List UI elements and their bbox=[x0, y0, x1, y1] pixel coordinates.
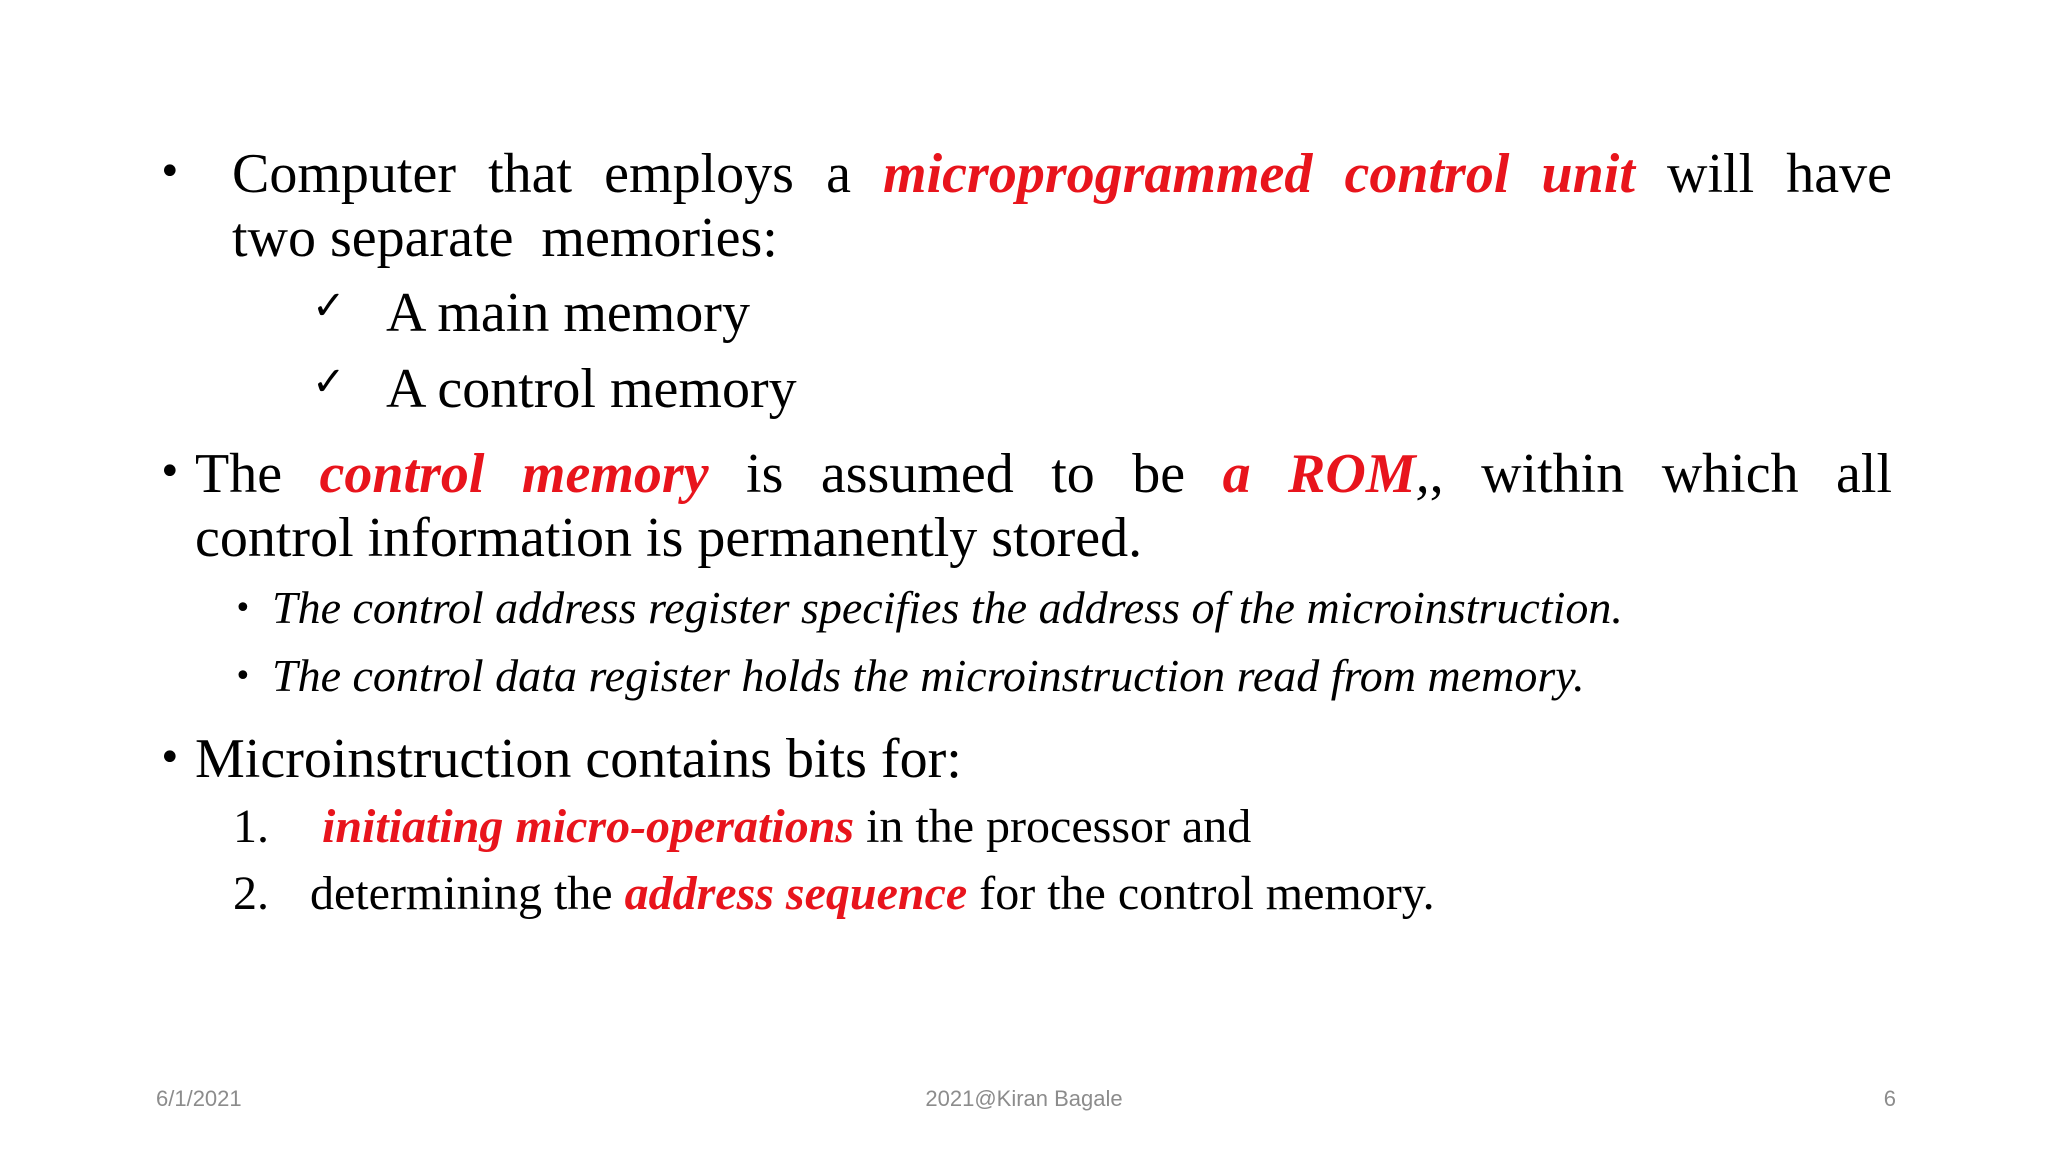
bullet-2-text-a: The bbox=[195, 443, 320, 505]
bullet-3-line-1: Microinstruction contains bits for: bbox=[195, 728, 962, 790]
bullet-1-line-1 bbox=[232, 143, 1893, 205]
bullet-2-highlight-2: a ROM bbox=[1222, 443, 1416, 505]
sub-bullet-data-register: The control data register holds the microinstruction read from memory. bbox=[272, 650, 1585, 701]
numbered-item-2-highlight: address sequence bbox=[624, 867, 968, 920]
sub-bullet-icon: • bbox=[234, 659, 252, 694]
footer-date: 6/1/2021 bbox=[156, 1086, 242, 1111]
bullet-icon: • bbox=[158, 735, 182, 781]
check-icon: ✓ bbox=[312, 283, 346, 329]
numbered-item-2-text-b: for the control memory. bbox=[967, 867, 1435, 920]
bullet-1-text-b: will have bbox=[1634, 143, 1893, 205]
bullet-2-line-1 bbox=[195, 443, 1893, 505]
numbered-item-2-number: 2. bbox=[233, 867, 269, 920]
bullet-2-text-b: is assumed to be bbox=[708, 443, 1223, 505]
numbered-item-1-number: 1. bbox=[233, 800, 269, 853]
bullet-2-comma: , bbox=[1415, 443, 1430, 505]
bullet-2-text-c: , within which all bbox=[1429, 443, 1893, 505]
sub-bullet-address-register: The control address register specifies the address of the microinstruction. bbox=[272, 582, 1623, 633]
numbered-item-2 bbox=[310, 867, 1435, 920]
check-item-control-memory: A control memory bbox=[386, 358, 797, 420]
bullet-2-highlight-1: control memory bbox=[319, 443, 709, 505]
check-item-main-memory: A main memory bbox=[386, 282, 750, 344]
numbered-item-1-text: in the processor and bbox=[854, 800, 1252, 853]
bullet-1-highlight: microprogrammed control unit bbox=[883, 143, 1635, 205]
check-icon: ✓ bbox=[312, 359, 346, 405]
footer-author: 2021@Kiran Bagale bbox=[925, 1086, 1123, 1111]
sub-bullet-icon: • bbox=[234, 591, 252, 626]
bullet-1-line-2: two separate memories: bbox=[232, 207, 778, 269]
bullet-1-text-a: Computer that employs a bbox=[232, 143, 884, 205]
bullet-icon: • bbox=[158, 449, 182, 495]
numbered-item-1 bbox=[322, 800, 1252, 853]
footer-page-number: 6 bbox=[1883, 1086, 1896, 1111]
bullet-icon: • bbox=[158, 149, 182, 195]
numbered-item-1-highlight: initiating micro-operations bbox=[322, 800, 855, 853]
bullet-2-line-2: control information is permanently stored. bbox=[195, 507, 1143, 569]
numbered-item-2-text-a: determining the bbox=[310, 867, 625, 920]
